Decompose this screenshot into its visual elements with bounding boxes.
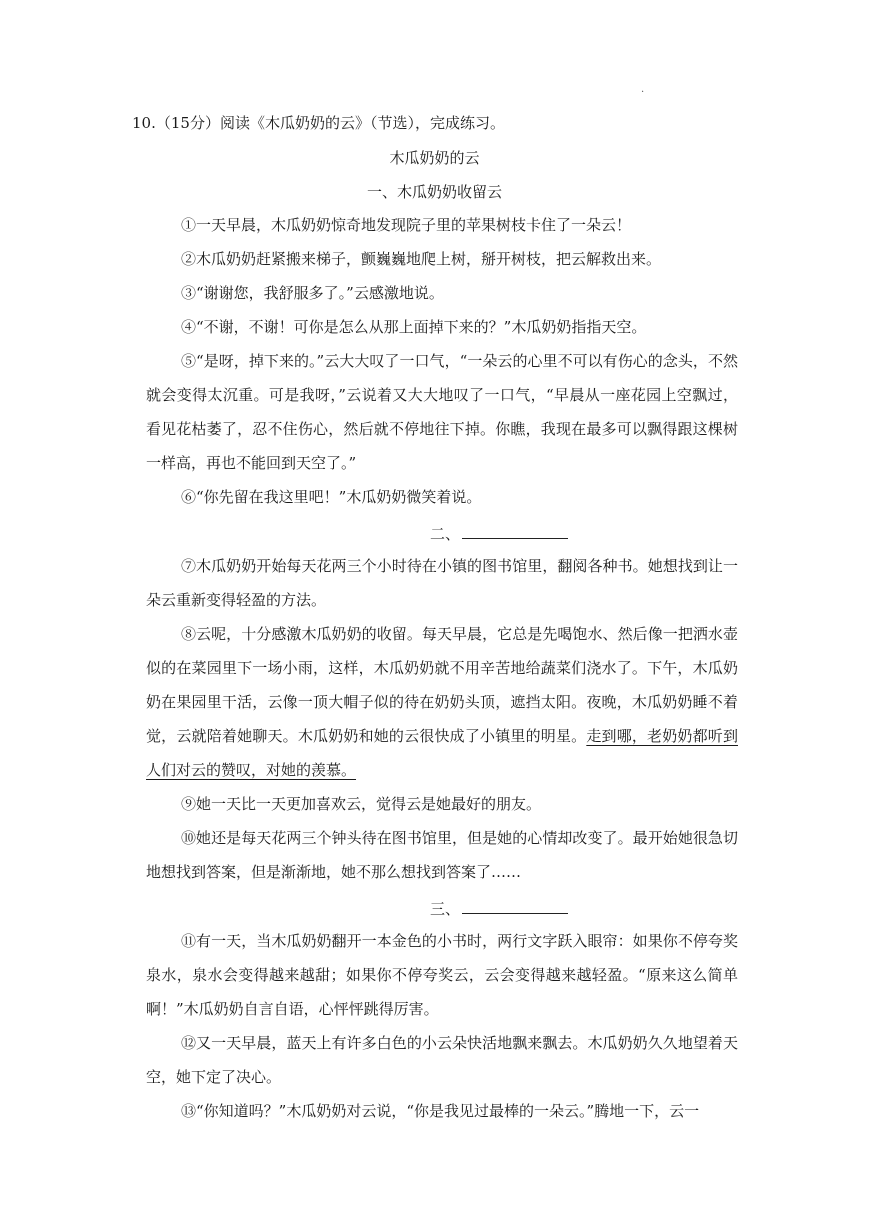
- paragraph-13: ⑬“你知道吗？”木瓜奶奶对云说，“你是我见过最棒的一朵云。”腾地一下，云一: [181, 1102, 700, 1120]
- heading-2-answer-blank[interactable]: [462, 522, 568, 539]
- paragraph-8-text: ⑧云呢，十分感激木瓜奶奶的收留。每天早晨，它总是先喝饱水、然后像一把洒水壶似的在菜园里下一场小雨，这样，木瓜奶奶就不用辛苦地给蔬菜们浇水了。下午，木瓜奶奶在果园里干活，云像一顶大帽子似的待在奶奶头顶，遮挡太阳。夜晚，木瓜奶奶睡不着觉，云就陪着她聊天。木瓜奶奶和她的云很快成了小镇里的明星。: [146, 625, 738, 745]
- paragraph-8-underlined-sentence: 走到哪，老奶奶都听到人们对云的赞叹，对她的羡慕。: [146, 727, 738, 779]
- question-prompt: 10.（15分）阅读《木瓜奶奶的云》（节选），完成练习。: [132, 114, 505, 132]
- paragraph-1: ①一天早晨，木瓜奶奶惊奇地发现院子里的苹果树枝卡住了一朵云！: [181, 216, 632, 234]
- corner-mark: .: [641, 84, 645, 95]
- section-heading-2-prefix: 二、: [430, 525, 461, 543]
- paragraph-10: ⑩她还是每天花两三个钟头待在图书馆里，但是她的心情却改变了。最开始她很急切地想找到答案，但是渐渐地，她不那么想找到答案了……: [146, 829, 738, 881]
- heading-3-answer-blank[interactable]: [462, 897, 568, 914]
- section-heading-2: [430, 522, 568, 544]
- section-heading-3-prefix: 三、: [430, 900, 461, 918]
- paragraph-12: ⑫又一天早晨，蓝天上有许多白色的小云朵快活地飘来飘去。木瓜奶奶久久地望着天空，她下定了决心。: [146, 1034, 738, 1086]
- paragraph-3: ③“谢谢您，我舒服多了。”云感激地说。: [181, 284, 444, 302]
- paragraph-5: ⑤“是呀，掉下来的。”云大大叹了一口气，“一朵云的心里不可以有伤心的念头，不然就会变得太沉重。可是我呀，”云说着又大大地叹了一口气，“早晨从一座花园上空飘过，看见花枯萎了，忍不住伤心，然后就不停地往下掉。你瞧，我现在最多可以飘得跟这棵树一样高，再也不能回到天空了。”: [146, 352, 738, 472]
- paragraph-7: ⑦木瓜奶奶开始每天花两三个小时待在小镇的图书馆里，翻阅各种书。她想找到让一朵云重新变得轻盈的方法。: [146, 557, 738, 609]
- paragraph-11: ⑪有一天，当木瓜奶奶翻开一本金色的小书时，两行文字跃入眼帘：如果你不停夸奖泉水，泉水会变得越来越甜；如果你不停夸奖云，云会变得越来越轻盈。“原来这么简单啊！”木瓜奶奶自言自语，心怦怦跳得厉害。: [146, 932, 738, 1018]
- paragraph-2: ②木瓜奶奶赶紧搬来梯子，颤巍巍地爬上树，掰开树枝，把云解救出来。: [181, 250, 662, 268]
- paragraph-9: ⑨她一天比一天更加喜欢云，觉得云是她最好的朋友。: [181, 795, 542, 813]
- passage-title: 木瓜奶奶的云: [389, 149, 480, 167]
- paragraph-4: ④“不谢，不谢！可你是怎么从那上面掉下来的？”木瓜奶奶指指天空。: [181, 318, 647, 336]
- section-heading-1: 一、木瓜奶奶收留云: [366, 183, 502, 201]
- section-heading-3: [430, 897, 568, 919]
- paragraph-8: [146, 617, 738, 787]
- paragraph-6: ⑥“你先留在我这里吧！”木瓜奶奶微笑着说。: [181, 488, 482, 506]
